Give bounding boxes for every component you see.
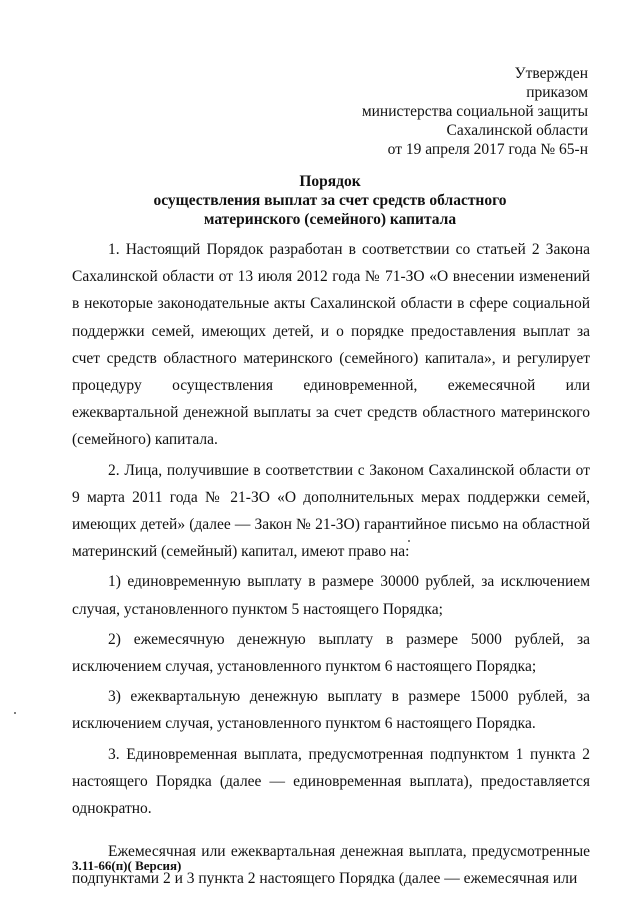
subparagraph-2: 2) ежемесячную денежную выплату в размере 5000 рублей, за исключением случая, установленного пунктом 6 настоящего Порядка; — [72, 630, 590, 676]
paragraph-2: 2. Лица, получившие в соответствии с Законом Сахалинской области от 9 марта 2011 года № 21-ЗО «О дополнительных мерах поддержки семей, имеющих детей» (далее — Закон № 21-ЗО) гарантийное письмо на областной материнский (семейный) капитал, имеют право на: — [72, 461, 590, 561]
document-body — [72, 236, 590, 896]
paragraph-3-continued: Ежемесячная или ежеквартальная денежная выплата, предусмотренные подпунктами 2 и 3 пункта 2 настоящего Порядка (далее — ежемесячная или — [72, 843, 590, 888]
scan-speck — [408, 540, 410, 542]
title-line: осуществления выплат за счет средств областного — [153, 192, 507, 209]
paragraph-1: 1. Настоящий Порядок разработан в соответствии со статьей 2 Закона Сахалинской области от 13 июля 2012 года № 71-ЗО «О внесении изменений в некоторые законодательные акты Сахалинской области в сфере социальной поддержки семей, имеющих детей, и о порядке предоставления выплат за счет средств областного материнского (семейного) капитала», и регулирует процедуру осуществления единовременной, ежемесячной или ежеквартальной денежной выплаты за счет средств областного материнского (семейного) капитала. — [72, 241, 590, 449]
scan-speck — [14, 712, 16, 714]
approval-line: от 19 апреля 2017 года № 65-н — [387, 141, 588, 158]
title-line: материнского (семейного) капитала — [203, 211, 457, 228]
document-code: 3.11-66(п)( Версия) — [72, 858, 182, 873]
document-title — [60, 172, 600, 229]
paragraph-3: 3. Единовременная выплата, предусмотренная подпунктом 1 пункта 2 настоящего Порядка (далее — единовременная выплата), предоставляется однократно. — [72, 745, 590, 818]
approval-line: министерства социальной защиты — [361, 103, 588, 120]
subparagraph-3: 3) ежеквартальную денежную выплату в размере 15000 рублей, за исключением случая, установленного пунктом 6 настоящего Порядка. — [72, 688, 590, 733]
approval-line: приказом — [526, 84, 588, 101]
approval-line: Сахалинской области — [446, 122, 588, 139]
approval-line: Утвержден — [514, 65, 588, 82]
subparagraph-1: 1) единовременную выплату в размере 30000 рублей, за исключением случая, установленного пунктом 5 настоящего Порядка; — [72, 573, 590, 618]
title-line: Порядок — [299, 173, 361, 190]
approval-block — [258, 64, 588, 159]
